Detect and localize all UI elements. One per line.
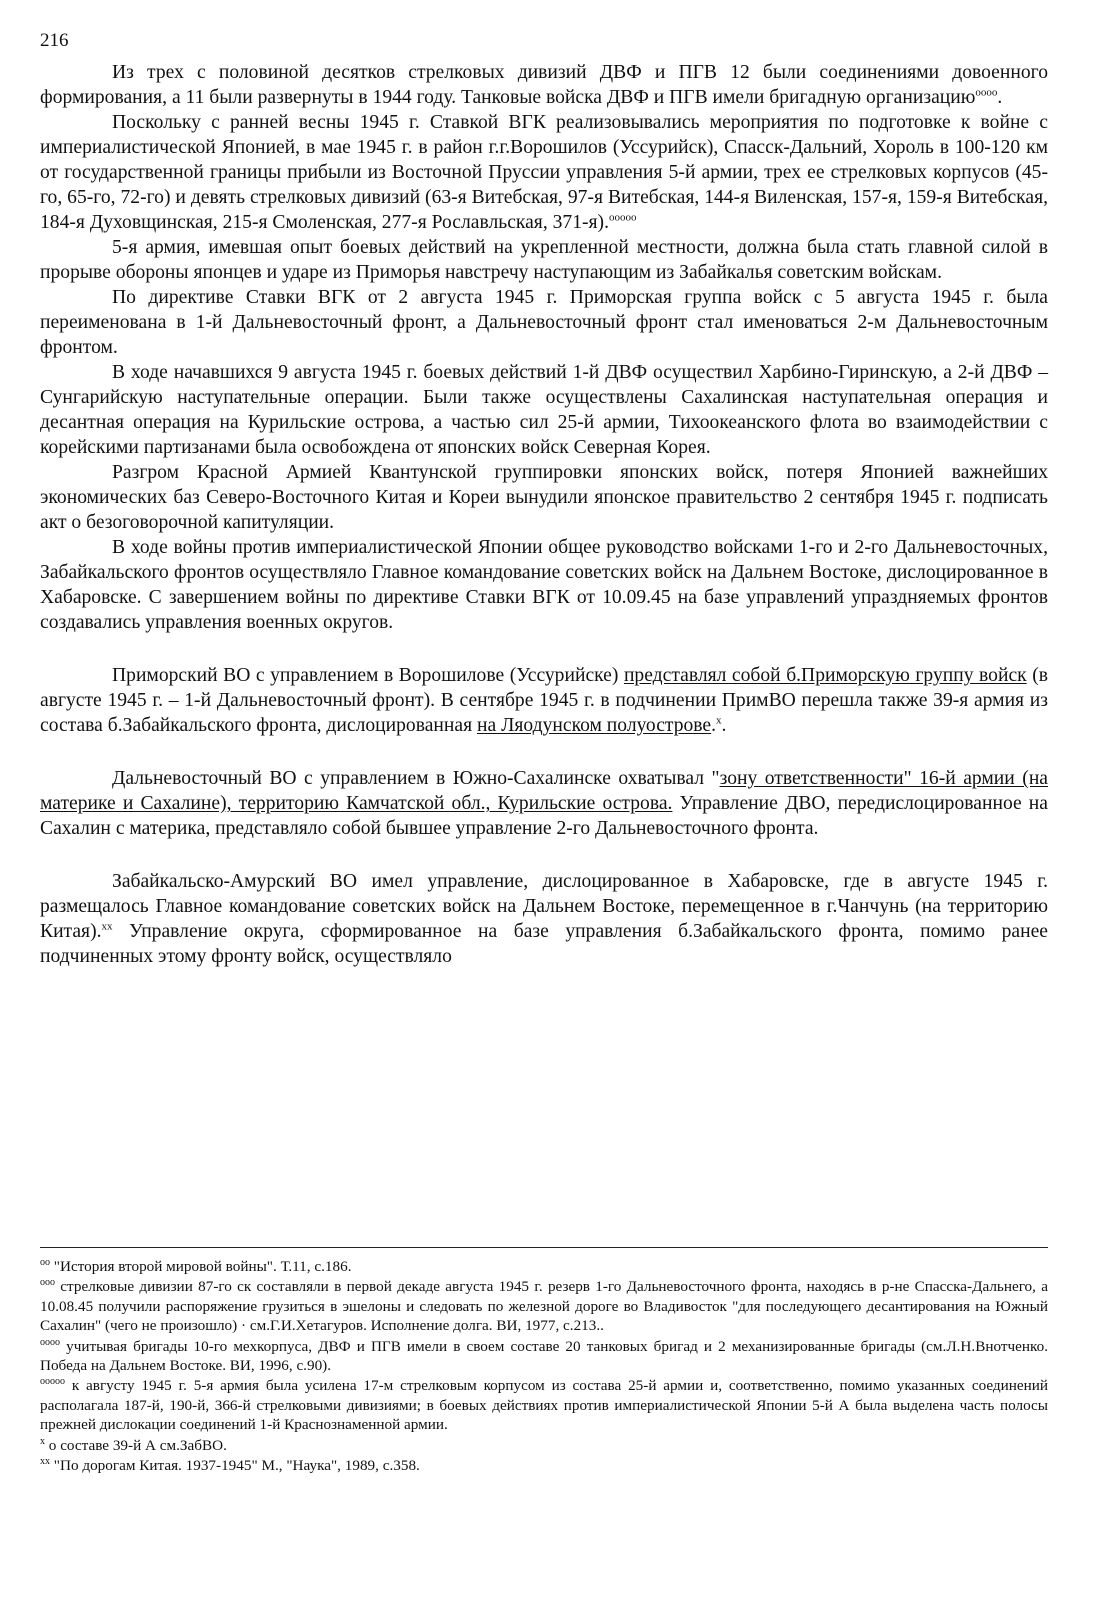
text-run: Управление округа, сформированное на базе управления б.Забайкальского фронта, помимо ранее подчиненных этому фронту войск, осуществляло <box>40 921 1048 967</box>
footnote <box>40 1376 1048 1434</box>
text-run: (в августе 1945 г. – 1-й Дальневосточный фронт). В сентябре 1945 г. в подчинении ПримВО перешла также 39-я армия из состава б.Забайкальского фронта, дислоцированная <box>40 665 1048 736</box>
text-run: В ходе войны против империалистической Японии общее руководство войсками 1-го и 2-го Дальневосточных, Забайкальского фронтов осуществляло Главное командование советских войск на Дальнем Востоке, дислоцированное в Хабаровске. С завершением войны по директиве Ставки ВГК от 10.09.45 на базе управлений упраздняемых фронтов создавались управления военных округов. <box>40 537 1048 633</box>
footnote <box>40 1456 1048 1475</box>
footnote <box>40 1257 1048 1276</box>
footnote-ref: oooo <box>975 86 998 99</box>
underlined-text: зону ответственности" 16-й армии (на материке и Сахалине), территорию Камчатской обл., Курильские острова. <box>40 768 1048 814</box>
text-run: . <box>721 715 727 736</box>
footnote <box>40 1436 1048 1455</box>
footnote <box>40 1337 1048 1376</box>
main-text <box>40 60 1048 969</box>
footnote-ref: xx <box>101 920 113 933</box>
text-run: Дальневосточный ВО с управлением в Южно-Сахалинске охватывал " <box>112 768 720 789</box>
paragraph-gap <box>40 635 1048 663</box>
footnote-text: о составе 39-й А см.ЗабВО. <box>45 1436 227 1454</box>
paragraph-gap <box>40 738 1048 766</box>
page-number: 216 <box>40 30 69 51</box>
footnote-text: "История второй мировой войны". Т.11, с.186. <box>50 1258 352 1275</box>
footnote-separator <box>40 1247 1048 1248</box>
paragraph <box>40 360 1048 460</box>
underlined-text: представлял собой б.Приморскую группу войск <box>623 665 1027 686</box>
footnote-mark: x <box>40 1435 45 1447</box>
footnote-mark: oo <box>40 1256 50 1268</box>
text-run: 5-я армия, имевшая опыт боевых действий на укрепленной местности, должна была стать главной силой в прорыве обороны японцев и ударе из Приморья навстречу наступающим из Забайкалья советским войскам. <box>40 237 1048 283</box>
text-run: Управление ДВО, передислоцированное на Сахалин с материка, представляло собой бывшее управление 2-го Дальневосточного фронта. <box>40 793 1048 839</box>
text-run: В ходе начавшихся 9 августа 1945 г. боевых действий 1-й ДВФ осуществил Харбино-Гиринскую, а 2-й ДВФ – Сунгарийскую наступательные операции. Были также осуществлены Сахалинская наступательная операция и десантная операция на Курильские острова, а частью сил 25-й армии, Тихоокеанского флота во взаимодействии с корейскими партизанами была освобождена от японских войск Северная Корея. <box>40 362 1048 458</box>
paragraph-gap <box>40 841 1048 869</box>
footnote-mark: ooo <box>40 1277 55 1289</box>
footnote-mark: oooo <box>40 1336 60 1348</box>
text-run: Приморский ВО с управлением в Ворошилове (Уссурийске) <box>112 665 624 686</box>
footnote-text: учитывая бригады 10-го мехкорпуса, ДВФ и ПГВ имели в своем составе 20 танковых бригад и 2 механизированные бригады (см.Л.Н.Внотченко. Победа на Дальнем Востоке. ВИ, 1996, с.90). <box>40 1337 1048 1375</box>
text-run: Разгром Красной Армией Квантунской группировки японских войск, потеря Японией важнейших экономических баз Северо-Восточного Китая и Кореи вынудили японское правительство 2 сентября 1945 г. подписать акт о безоговорочной капитуляции. <box>40 462 1048 533</box>
paragraph <box>40 60 1048 110</box>
text-run: Поскольку с ранней весны 1945 г. Ставкой ВГК реализовывались мероприятия по подготовке к войне с империалистической Японией, в мае 1945 г. в район г.г.Ворошилов (Уссурийск), Спасск-Дальний, Хороль в 100-120 км от государственной границы прибыли из Восточной Пруссии управления 5-й армии, трех ее стрелковых корпусов (45-го, 65-го, 72-го) и девять стрелковых дивизий (63-я Витебская, 97-я Витебская, 144-я Виленская, 157-я, 159-я Витебская, 184-я Духовщинская, 215-я Смоленская, 277-я Рославльская, 371-я). <box>40 112 1048 233</box>
paragraph <box>40 285 1048 360</box>
footnote-text: к августу 1945 г. 5-я армия была усилена 17-м стрелковым корпусом из состава 25-й армии и, соответственно, помимо указанных соединений располагала 187-й, 190-й, 366-й стрелковыми дивизиями; в боевых действиях против империалистической Японии 5-й А была выделена часть полосы прежней дислокации соединений 1-й Краснознаменной армии. <box>40 1377 1048 1434</box>
paragraph <box>40 663 1048 738</box>
footnotes <box>40 1257 1048 1476</box>
footnote-mark: xx <box>40 1456 50 1467</box>
paragraph <box>40 235 1048 285</box>
text-run: . <box>997 87 1003 108</box>
footnote-ref: ooooo <box>608 211 637 224</box>
paragraph <box>40 535 1048 635</box>
paragraph <box>40 869 1048 969</box>
paragraph <box>40 766 1048 841</box>
paragraph <box>40 460 1048 535</box>
underlined-text: на Ляодунском полуострове <box>477 715 712 736</box>
footnote-mark: ooooo <box>40 1376 65 1388</box>
footnote-ref: x <box>716 714 722 727</box>
footnote-text: "По дорогам Китая. 1937-1945" М., "Наука", 1989, с.358. <box>50 1457 420 1475</box>
paragraph <box>40 110 1048 235</box>
footnote-text: стрелковые дивизии 87-го ск составляли в первой декаде августа 1945 г. резерв 1-го Дальневосточного фронта, находясь в р-не Спасска-Дальнего, а 10.08.45 получили распоряжение грузиться в эшелоны и следовать по железной дороге во Владивосток "для последующего десантирования на Южный Сахалин" (чего не произошло) · см.Г.И.Хетагуров. Исполнение долга. ВИ, 1977, с.213.. <box>40 1278 1048 1335</box>
text-run: . <box>711 715 717 736</box>
text-run: По директиве Ставки ВГК от 2 августа 1945 г. Приморская группа войск с 5 августа 1945 г. была переименована в 1-й Дальневосточный фронт, а Дальневосточный фронт стал именоваться 2-м Дальневосточным фронтом. <box>40 287 1048 358</box>
text-run: Забайкальско-Амурский ВО имел управление, дислоцированное в Хабаровске, где в августе 1945 г. размещалось Главное командование советских войск на Дальнем Востоке, перемещенное в г.Чанчунь (на территорию Китая). <box>40 871 1048 942</box>
footnote <box>40 1277 1048 1335</box>
text-run: Из трех с половиной десятков стрелковых дивизий ДВФ и ПГВ 12 были соединениями довоенного формирования, а 11 были развернуты в 1944 году. Танковые войска ДВФ и ПГВ имели бригадную организацию <box>40 62 1048 108</box>
